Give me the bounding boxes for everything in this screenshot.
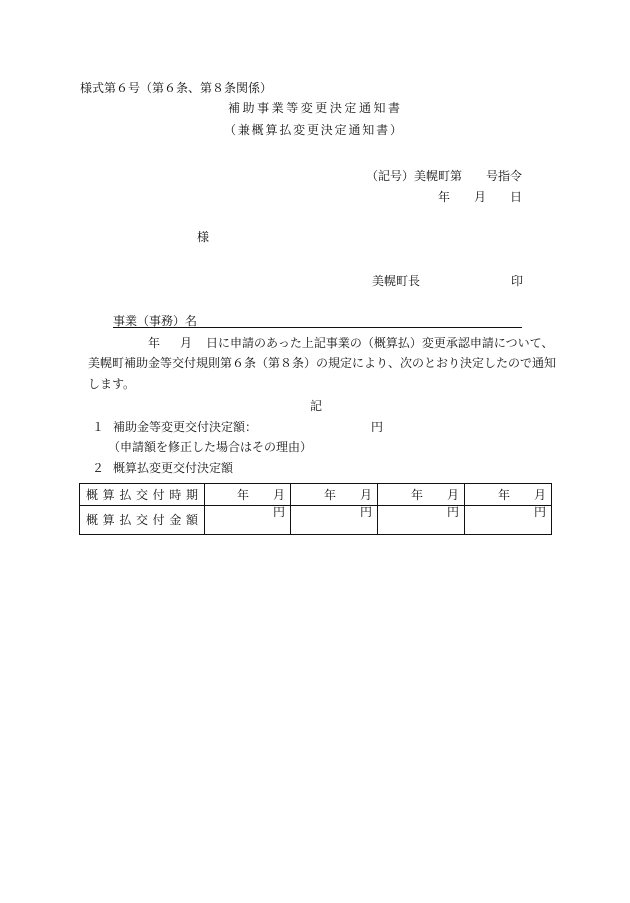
table-cell-amount-1: 円 [205,506,291,535]
table-cell-period-1: 年 月 [205,484,291,506]
reference-number: （記号）美幌町第 号指令 [365,169,522,183]
body-line-2: 美幌町補助金等交付規則第６条（第８条）の規定により、次のとおり決定したので通知 [88,356,557,370]
form-number: 様式第６号（第６条、第８条関係） [80,81,273,95]
body-year-label: 年 [148,336,161,350]
seal-mark: 印 [511,274,524,288]
document-subtitle: （兼概算払変更決定通知書） [224,123,404,137]
issue-date: 年 月 日 [437,190,522,204]
addressee-suffix: 様 [197,230,210,244]
body-line-1: 日に申請のあった上記事業の（概算払）変更承認申請について、 [206,336,554,350]
table-row-header-period: 概算払交付時期 [80,484,205,506]
table-cell-amount-3: 円 [378,506,465,535]
document-title: 補助事業等変更決定通知書 [228,101,403,115]
item-1-label: 補助金等変更交付決定額： [113,420,258,434]
table-cell-amount-4: 円 [465,506,552,535]
payment-schedule-table [79,483,552,535]
body-line-3: します。 [88,377,136,391]
table-cell-amount-2: 円 [291,506,378,535]
body-month-label: 月 [180,336,193,350]
item-1-unit: 円 [371,420,384,434]
project-name-label: 事業（事務）名 [113,314,198,328]
item-2-label: 概算払変更交付決定額 [113,461,234,475]
table-cell-period-4: 年 月 [465,484,552,506]
item-2-number: ２ [92,461,105,475]
item-1-note: （申請額を修正した場合はその理由） [108,440,313,454]
issuer-name: 美幌町長 [372,274,421,288]
table-cell-period-3: 年 月 [378,484,465,506]
table-row-header-amount: 概算払交付金額 [80,506,205,535]
record-heading: 記 [310,399,323,413]
item-1-number: １ [92,420,105,434]
project-name-underline [113,327,522,328]
table-cell-period-2: 年 月 [291,484,378,506]
